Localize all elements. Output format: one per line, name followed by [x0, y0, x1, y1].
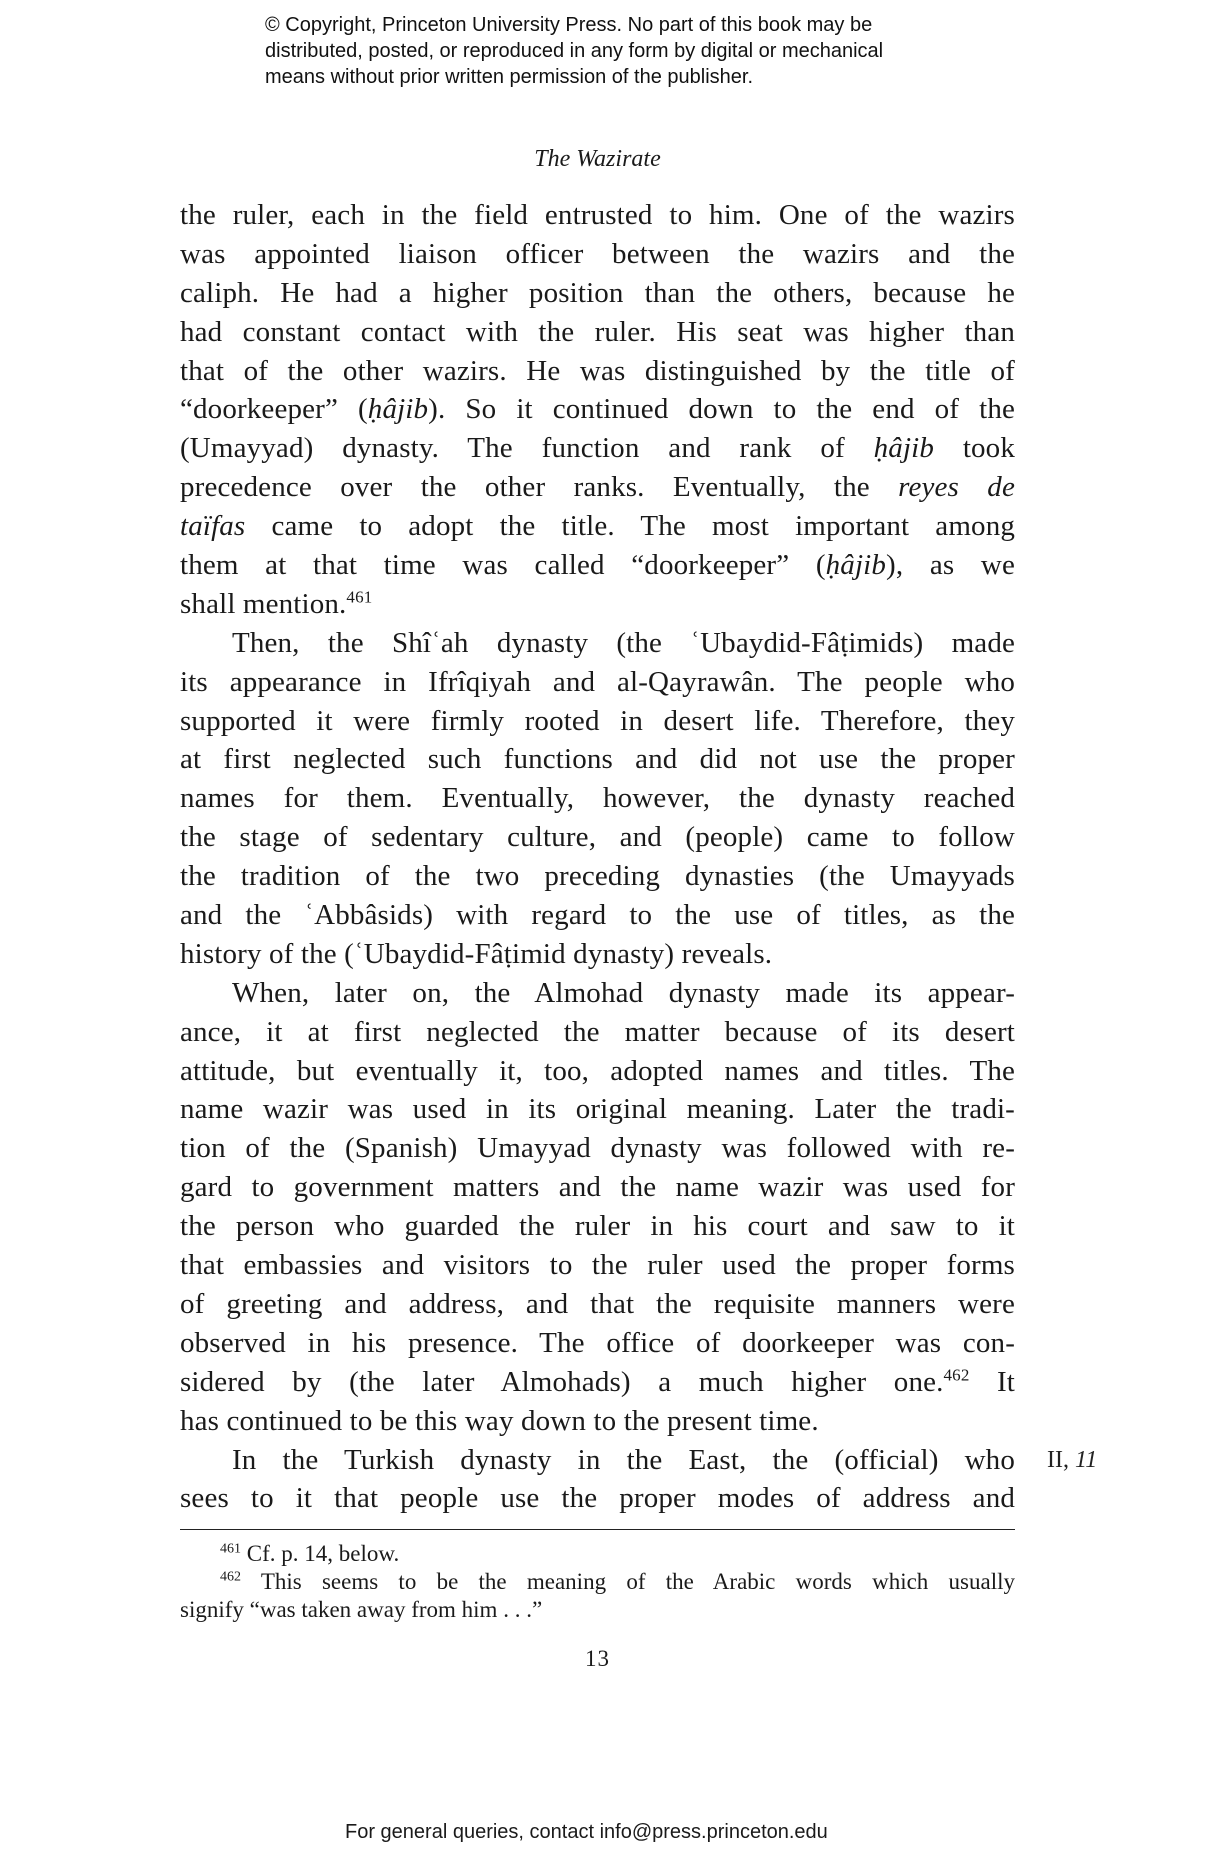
text-line: the stage of sedentary culture, and (people) came to follow	[180, 821, 1015, 854]
text-line: tion of the (Spanish) Umayyad dynasty was followed with re-	[180, 1132, 1015, 1165]
text-run: precedence over the other ranks. Eventually, the	[180, 471, 899, 504]
text-line	[180, 429, 1015, 468]
text-run: ), as we	[886, 549, 1015, 582]
text-line: has continued to be this way down to the present time.	[180, 1404, 819, 1437]
text-run: “doorkeeper” (	[180, 393, 368, 426]
text-line	[180, 585, 1015, 624]
contact-line: For general queries, contact info@press.princeton.edu	[345, 1821, 828, 1843]
text-line	[180, 546, 1015, 585]
text-line: that of the other wazirs. He was distinguished by the title of	[180, 354, 1015, 387]
footnote-text: Cf. p. 14, below.	[246, 1541, 400, 1566]
text-line: name wazir was used in its original meaning. Later the tradi-	[180, 1093, 1015, 1126]
text-line: ance, it at first neglected the matter because of its desert	[180, 1015, 1015, 1048]
text-line: that embassies and visitors to the ruler used the proper forms	[180, 1249, 1015, 1282]
footnote-461	[180, 1540, 1015, 1568]
text-run: them at that time was called “doorkeeper” (	[180, 549, 826, 582]
italic-term: ḥâjib	[825, 549, 887, 582]
text-run: shall mention.	[180, 587, 347, 620]
margin-reference	[1047, 1445, 1097, 1475]
text-line: the ruler, each in the field entrusted to him. One of the wazirs	[180, 199, 1015, 231]
text-line	[180, 1363, 1015, 1402]
text-run: came to adopt the title. The most important among	[245, 510, 1015, 543]
text-line: history of the (ʿUbaydid-Fâṭimid dynasty) reveals.	[180, 937, 773, 970]
footnote-number: 462	[220, 1569, 241, 1585]
margin-page: 11	[1074, 1447, 1098, 1473]
text-line: was appointed liaison officer between the wazirs and the	[180, 237, 1015, 270]
text-line	[180, 468, 1015, 507]
copyright-line: © Copyright, Princeton University Press. No part of this book may be	[265, 14, 873, 36]
text-line: the tradition of the two preceding dynasties (the Umayyads	[180, 860, 1015, 893]
copyright-line: distributed, posted, or reproduced in any form by digital or mechanical	[265, 40, 884, 62]
text-line: caliph. He had a higher position than the others, because he	[180, 276, 1015, 309]
running-head: The Wazirate	[534, 146, 661, 172]
text-line: When, later on, the Almohad dynasty made its appear-	[232, 976, 1015, 1009]
copyright-notice	[265, 12, 985, 90]
text-line: attitude, but eventually it, too, adopted names and titles. The	[180, 1054, 1015, 1087]
copyright-line: means without prior written permission of the publisher.	[265, 66, 754, 88]
footnote-reference[interactable]: 462	[943, 1365, 970, 1385]
footnotes	[180, 1540, 1015, 1624]
text-line: its appearance in Ifrîqiyah and al-Qayrawân. The people who	[180, 665, 1015, 698]
text-line: of greeting and address, and that the requisite manners were	[180, 1287, 1015, 1320]
italic-term: ḥâjib	[873, 432, 935, 465]
italic-term: taïfas	[180, 510, 246, 543]
margin-volume: II,	[1047, 1447, 1069, 1473]
footnote-462	[180, 1568, 1015, 1596]
footnote-text: This seems to be the meaning of the Arabic words which usually	[260, 1569, 1015, 1594]
text-run: (Umayyad) dynasty. The function and rank of	[180, 432, 874, 465]
text-run: sidered by (the later Almohads) a much higher one.	[180, 1365, 944, 1398]
text-line: In the Turkish dynasty in the East, the (official) who	[232, 1443, 1015, 1476]
italic-term: reyes de	[898, 471, 1015, 504]
text-run: ). So it continued down to the end of the	[428, 393, 1015, 426]
text-line: the person who guarded the ruler in his court and saw to it	[180, 1210, 1015, 1243]
text-line: sees to it that people use the proper modes of address and	[180, 1482, 1015, 1515]
footnote-number: 461	[220, 1541, 241, 1557]
text-line	[180, 507, 1015, 546]
footnote-continuation: signify “was taken away from him . . .”	[180, 1597, 543, 1622]
text-line: Then, the Shîʿah dynasty (the ʿUbaydid-Fâṭimids) made	[232, 626, 1015, 659]
text-line: at first neglected such functions and did not use the proper	[180, 743, 1015, 776]
text-line: gard to government matters and the name wazir was used for	[180, 1171, 1015, 1204]
body-text	[180, 196, 1015, 1518]
footnote-divider	[180, 1529, 1015, 1530]
text-line: observed in his presence. The office of doorkeeper was con-	[180, 1326, 1015, 1359]
text-line: and the ʿAbbâsids) with regard to the use of titles, as the	[180, 899, 1015, 932]
page-number: 13	[585, 1646, 610, 1671]
text-run: It	[969, 1365, 1015, 1398]
text-run: took	[934, 432, 1015, 465]
text-line: supported it were firmly rooted in desert life. Therefore, they	[180, 704, 1015, 737]
text-line: had constant contact with the ruler. His seat was higher than	[180, 315, 1015, 348]
text-line: names for them. Eventually, however, the dynasty reached	[180, 782, 1015, 815]
footnote-reference[interactable]: 461	[346, 587, 373, 607]
italic-term: ḥâjib	[367, 393, 429, 426]
text-line	[180, 390, 1015, 429]
